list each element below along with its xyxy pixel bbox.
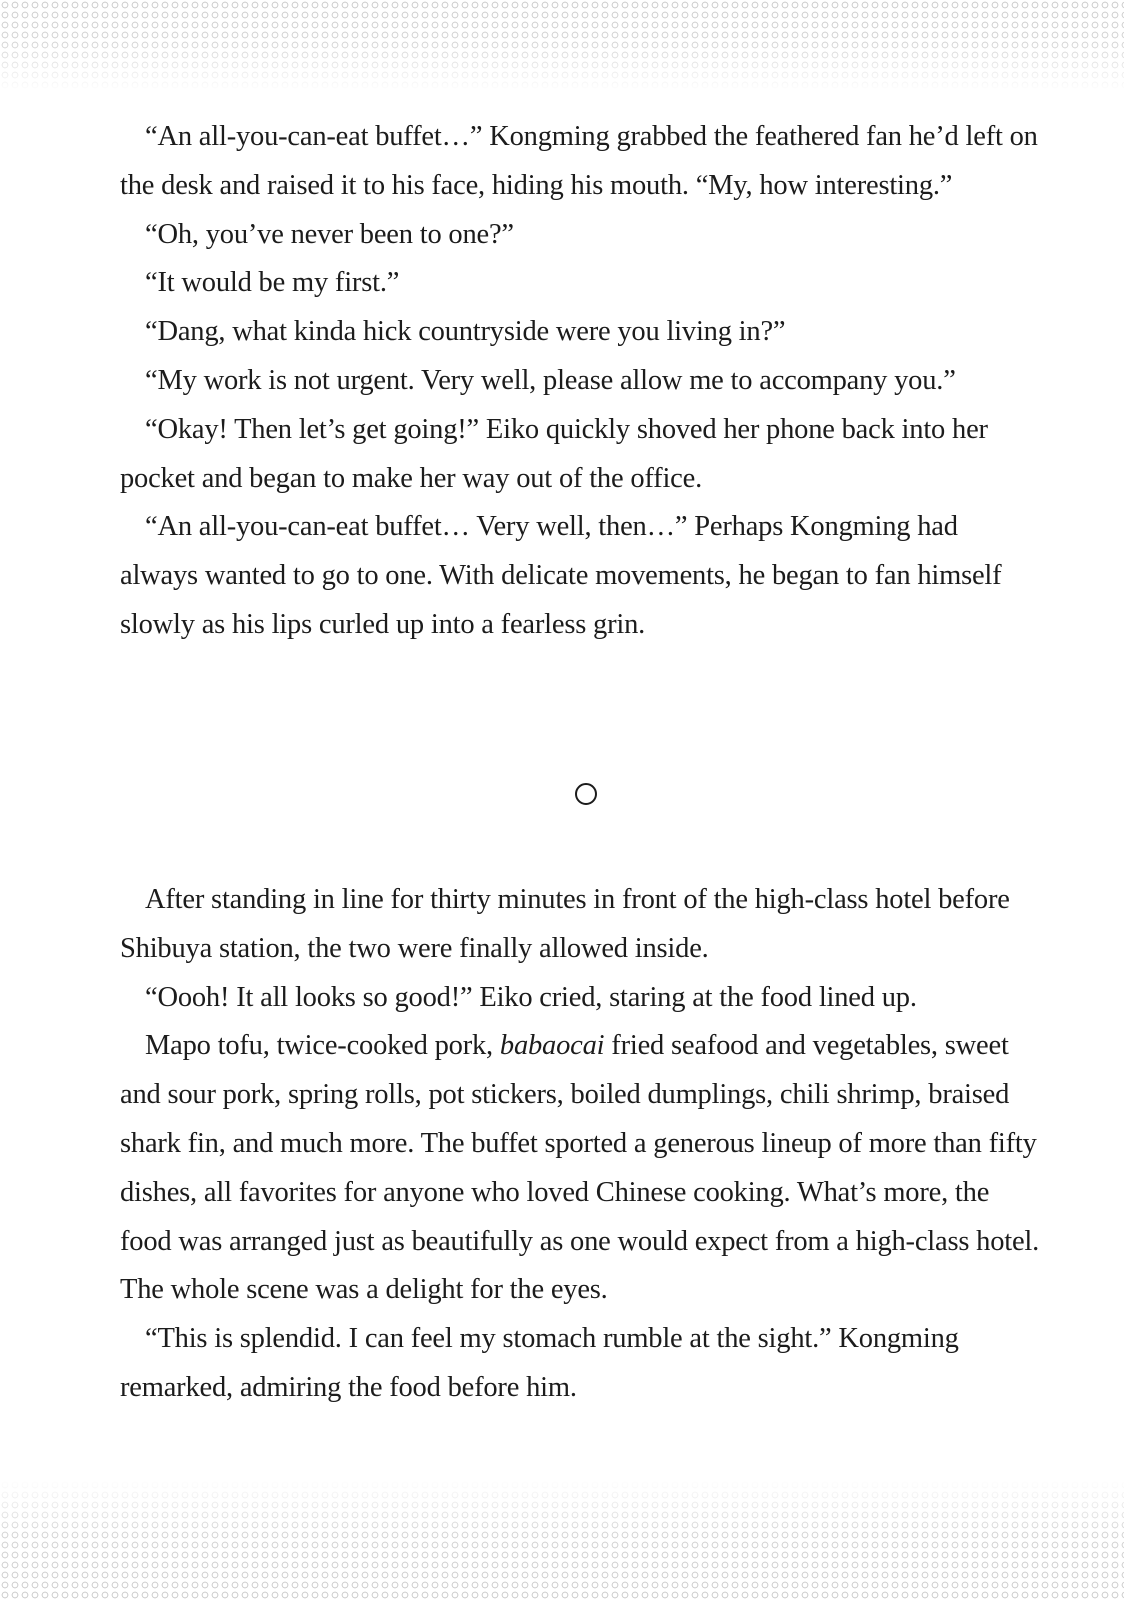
paragraph: “Oh, you’ve never been to one?” <box>145 218 514 250</box>
dish-paragraph <box>120 1022 1040 1315</box>
paragraph: “It would be my first.” <box>145 267 400 299</box>
italic-term: babaocai <box>499 1030 605 1062</box>
scene-break-circle-icon <box>575 783 597 805</box>
text-section-2 <box>120 876 1040 1413</box>
text-section-1 <box>120 113 1040 650</box>
dish-paragraph-lead: Mapo tofu, twice-cooked pork, <box>145 1030 500 1062</box>
paragraph: “Okay! Then let’s get going!” Eiko quickly shoved her phone back into her pocket and began to make her way out of the office. <box>120 413 988 494</box>
decorative-pattern-bottom <box>0 1480 1124 1600</box>
paragraph: “An all-you-can-eat buffet… Very well, then…” Perhaps Kongming had always wanted to go to one. With delicate movements, he began to fan himself slowly as his lips curled up into a fearless grin. <box>120 511 1002 640</box>
paragraph: “This is splendid. I can feel my stomach rumble at the sight.” Kongming remarked, admiring the food before him. <box>120 1323 959 1403</box>
paragraph: After standing in line for thirty minutes in front of the high-class hotel before Shibuya station, the two were finally allowed inside. <box>120 884 1010 964</box>
paragraph: “Dang, what kinda hick countryside were you living in?” <box>145 316 786 348</box>
dish-paragraph-rest: fried seafood and vegetables, sweet and sour pork, spring rolls, pot stickers, boiled dumplings, chili shrimp, braised shark fin, and much more. The buffet sported a generous lineup of more than fifty dishes, all favorites for anyone who loved Chinese cooking. What’s more, the food was arranged just as beautifully as one would expect from a high-class hotel. The whole scene was a delight for the eyes. <box>120 1030 1040 1306</box>
paragraph: “My work is not urgent. Very well, please allow me to accompany you.” <box>145 364 956 396</box>
paragraph: “Oooh! It all looks so good!” Eiko cried, staring at the food lined up. <box>145 981 917 1013</box>
decorative-pattern-top <box>0 0 1124 92</box>
paragraph: “An all-you-can-eat buffet…” Kongming grabbed the feathered fan he’d left on the desk and raised it to his face, hiding his mouth. “My, how interesting.” <box>120 121 1038 201</box>
